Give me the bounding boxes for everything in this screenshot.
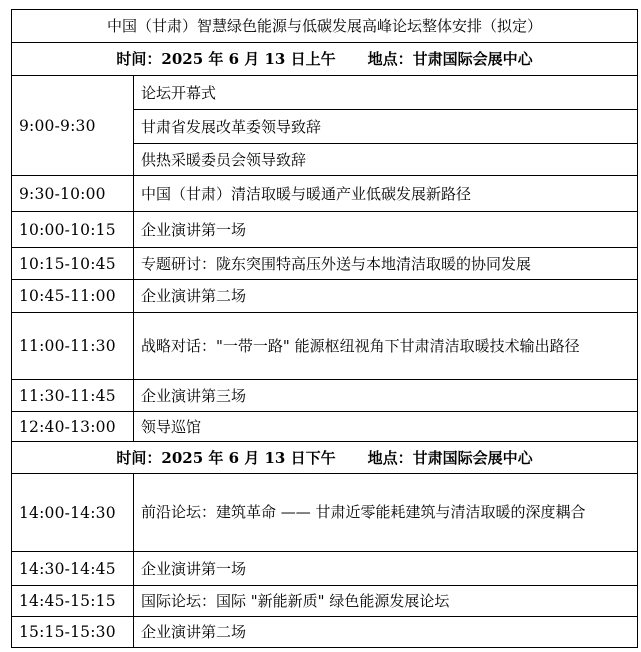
agenda-item: 战略对话："一带一路" 能源枢纽视角下甘肃清洁取暖技术输出路径 (134, 313, 638, 380)
agenda-item: 专题研讨：陇东突围特高压外送与本地清洁取暖的协同发展 (134, 248, 638, 280)
time-slot: 14:00-14:30 (12, 474, 134, 552)
section-header-cell (12, 442, 638, 474)
table-row (12, 280, 638, 313)
table-row (12, 586, 638, 617)
table-row (12, 248, 638, 280)
time-slot: 10:45-11:00 (12, 280, 134, 313)
section-venue-label: 地点：甘肃国际会展中心 (367, 50, 533, 68)
time-slot: 14:45-15:15 (12, 586, 134, 617)
agenda-item: 国际论坛：国际 "新能新质" 绿色能源发展论坛 (134, 586, 638, 617)
agenda-item: 企业演讲第二场 (134, 617, 638, 648)
agenda-item: 中国（甘肃）清洁取暖与暖通产业低碳发展新路径 (134, 176, 638, 212)
agenda-item: 论坛开幕式 (134, 76, 638, 110)
agenda-item: 企业演讲第一场 (134, 212, 638, 248)
table-row (12, 176, 638, 212)
section-header-morning (12, 43, 638, 76)
title-row (12, 10, 638, 43)
agenda-item: 领导巡馆 (134, 412, 638, 442)
time-slot: 9:00-9:30 (12, 76, 134, 176)
time-slot: 14:30-14:45 (12, 552, 134, 586)
section-time-label: 时间：2025 年 6 月 13 日下午 (116, 448, 336, 467)
schedule-table (11, 9, 638, 648)
table-row (12, 474, 638, 552)
time-slot: 15:15-15:30 (12, 617, 134, 648)
time-slot: 11:30-11:45 (12, 380, 134, 412)
agenda-item: 供热采暖委员会领导致辞 (134, 144, 638, 176)
time-slot: 10:15-10:45 (12, 248, 134, 280)
table-row (12, 313, 638, 380)
agenda-item: 企业演讲第一场 (134, 552, 638, 586)
time-slot: 11:00-11:30 (12, 313, 134, 380)
table-row (12, 380, 638, 412)
table-row (12, 617, 638, 648)
section-header-afternoon (12, 442, 638, 474)
table-row (12, 412, 638, 442)
schedule-title: 中国（甘肃）智慧绿色能源与低碳发展高峰论坛整体安排（拟定） (12, 10, 638, 43)
time-slot: 9:30-10:00 (12, 176, 134, 212)
section-header-cell (12, 43, 638, 76)
agenda-item: 企业演讲第三场 (134, 380, 638, 412)
time-slot: 10:00-10:15 (12, 212, 134, 248)
section-time-label: 时间：2025 年 6 月 13 日上午 (116, 50, 336, 68)
agenda-item: 企业演讲第二场 (134, 280, 638, 313)
time-slot: 12:40-13:00 (12, 412, 134, 442)
table-row (12, 212, 638, 248)
table-row (12, 552, 638, 586)
agenda-item: 甘肃省发展改革委领导致辞 (134, 110, 638, 144)
table-row (12, 76, 638, 110)
agenda-item: 前沿论坛：建筑革命 —— 甘肃近零能耗建筑与清洁取暖的深度耦合 (134, 474, 638, 552)
section-venue-label: 地点：甘肃国际会展中心 (367, 448, 533, 467)
